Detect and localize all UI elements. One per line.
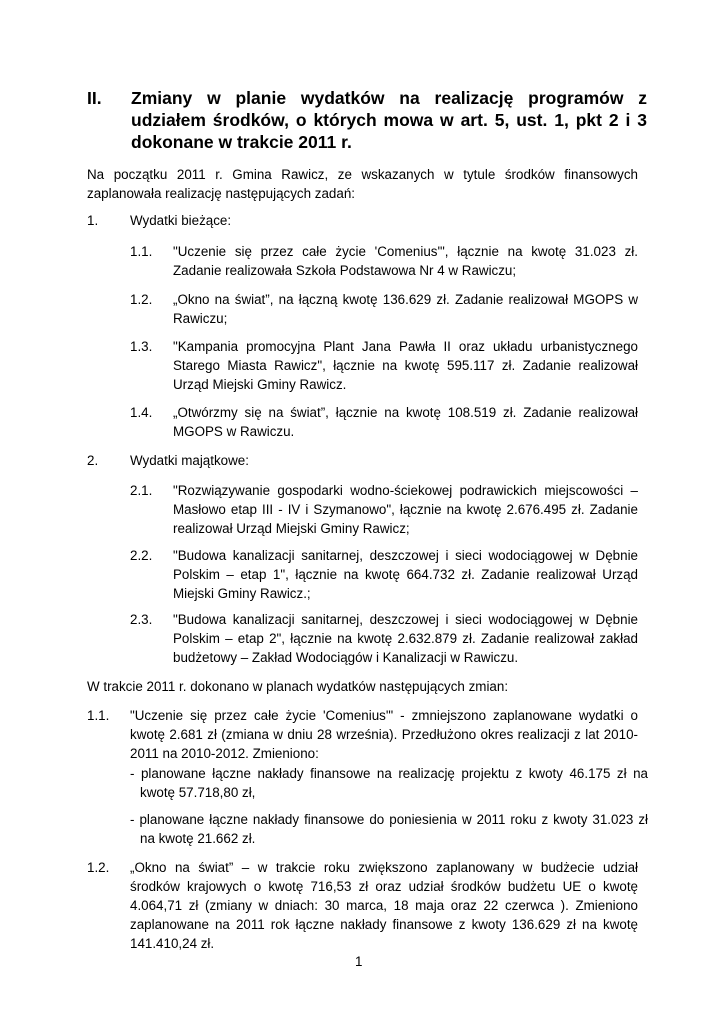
item-number: 2.1. [130,483,153,498]
item-text: "Budowa kanalizacji sanitarnej, deszczowej i sieci wodociągowej w Dębnie Polskim – etap 1", łącznie na kwotę 664.732 zł. Zadanie realizował Urząd Miejski Gminy Rawicz.; [173,548,638,601]
item-number: 1.1. [130,244,153,259]
section2-title: Wydatki majątkowe: [130,453,249,468]
change-number: 1.1. [87,708,110,723]
section-heading [87,87,647,153]
bullet-item: - planowane łączne nakłady finansowe do poniesienia w 2011 roku z kwoty 31.023 zł na kwotę 21.662 zł. [130,812,648,846]
item-number: 1.4. [130,405,153,420]
change-text: "Uczenie się przez całe życie 'Comenius'" - zmniejszono zaplanowane wydatki o kwotę 2.681 zł (zmiana w dniu 28 września). Przedłużono okres realizacji z lat 2010-2011 na 2010-2012. Zmieniono: [130,708,638,761]
bullet-item: - planowane łączne nakłady finansowe na realizację projektu z kwoty 46.175 zł na kwotę 57.718,80 zł, [130,766,648,800]
item-text: "Budowa kanalizacji sanitarnej, deszczowej i sieci wodociągowej w Dębnie Polskim – etap 2", łącznie na kwotę 2.632.879 zł. Zadanie realizował zakład budżetowy – Zakład Wodociągów i Kanalizacji w Rawiczu. [173,612,638,665]
changes-intro: W trakcie 2011 r. dokonano w planach wydatków następujących zmian: [87,679,509,694]
section1-title: Wydatki bieżące: [130,213,232,228]
item-number: 1.3. [130,339,153,354]
heading-number: II. [87,88,102,108]
section1-number: 1. [87,213,99,228]
page-number: 1 [355,954,363,969]
item-text: "Rozwiązywanie gospodarki wodno-ściekowej podrawickich miejscowości – Masłowo etap III - IV i Szymanowo", łącznie na kwotę 2.676.495 zł. Zadanie realizował Urząd Miejski Gminy Rawicz; [173,483,638,536]
item-text: "Uczenie się przez całe życie 'Comenius'", łącznie na kwotę 31.023 zł. Zadanie realizowała Szkoła Podstawowa Nr 4 w Rawiczu; [173,244,638,278]
change-number: 1.2. [87,860,110,875]
item-number: 2.2. [130,548,153,563]
heading-text: Zmiany w planie wydatków na realizację programów z udziałem środków, o których mowa w art. 5, ust. 1, pkt 2 i 3 dokonane w trakcie 2011 r. [131,88,647,152]
item-number: 2.3. [130,612,153,627]
item-text: „Otwórzmy się na świat”, łącznie na kwotę 108.519 zł. Zadanie realizował MGOPS w Rawiczu. [173,405,638,439]
change-text: „Okno na świat” – w trakcie roku zwiększono zaplanowany w budżecie udział środków krajowych o kwotę 716,53 zł oraz udział środków budżetu UE o kwotę 4.064,71 zł (zmiany w dniach: 30 marca, 18 maja oraz 22 czerwca ). Zmieniono zaplanowane na 2011 rok łączne nakłady finansowe z kwoty 136.629 zł na kwotę 141.410,24 zł. [130,860,638,951]
item-number: 1.2. [130,292,153,307]
section2-number: 2. [87,453,99,468]
item-text: "Kampania promocyjna Plant Jana Pawła II oraz układu urbanistycznego Starego Miasta Rawicz", łącznie na kwotę 595.117 zł. Zadanie realizował Urząd Miejski Gminy Rawicz. [173,339,638,392]
item-text: „Okno na świat”, na łączną kwotę 136.629 zł. Zadanie realizował MGOPS w Rawiczu; [173,292,638,326]
intro-paragraph: Na początku 2011 r. Gmina Rawicz, ze wskazanych w tytule środków finansowych zaplanowała realizację następujących zadań: [87,167,638,201]
